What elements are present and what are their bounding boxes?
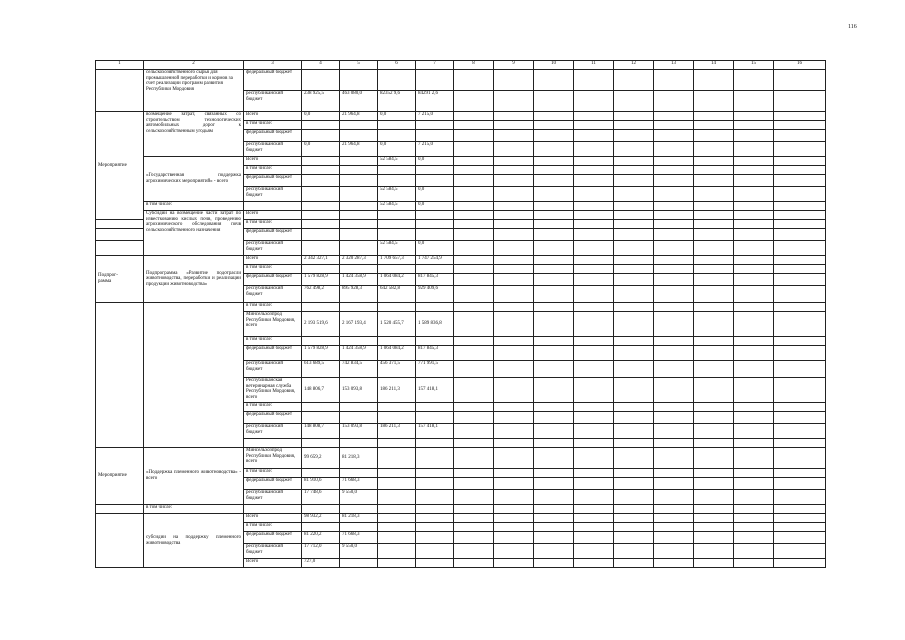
fund-source: Всего — [244, 157, 302, 166]
measure-text: возмещение затрат, связанных со строительством технологических автомобильных дорог к сельскохозяйственным угодьям — [144, 112, 244, 157]
fund-source: в том числе: — [244, 469, 302, 478]
fund-source: Всего — [244, 559, 302, 568]
measure-text: в том числе: — [144, 505, 244, 514]
col-header: 4 — [302, 61, 340, 70]
value-cell: 238 925,5 — [302, 91, 340, 112]
fund-source: в том числе: — [244, 337, 302, 346]
value-cell: 1 747 254,9 — [416, 256, 454, 265]
fund-source: республиканский бюджет — [244, 424, 302, 439]
fund-source: республиканский бюджет — [244, 241, 302, 256]
value-cell: 895 928,3 — [340, 286, 378, 303]
table-row — [96, 70, 826, 91]
value-cell: 1 709 657,3 — [378, 256, 416, 265]
value-cell: 613 689,5 — [302, 361, 340, 378]
value-cell: 0,0 — [416, 241, 454, 256]
fund-source: республиканский бюджет — [244, 544, 302, 559]
row-type-label: Мероприятие — [96, 112, 144, 220]
value-cell: 84291 2,6 — [416, 91, 454, 112]
col-header: 3 — [244, 61, 302, 70]
fund-source: республиканский бюджет — [244, 142, 302, 157]
value-cell: 71 668,3 — [340, 478, 378, 490]
fund-source: республиканский бюджет — [244, 490, 302, 505]
fund-source: в том числе: — [244, 403, 302, 412]
fund-source: республиканский бюджет — [244, 91, 302, 112]
value-cell: 642 582,8 — [378, 286, 416, 303]
value-cell: 186 211,3 — [378, 378, 416, 403]
fund-source: федеральный бюджет — [244, 175, 302, 187]
budget-table — [95, 60, 826, 568]
value-cell: 2 193 519,6 — [302, 312, 340, 337]
col-header: 14 — [694, 61, 734, 70]
header-row — [96, 61, 826, 70]
value-cell: 0,0 — [302, 142, 340, 157]
fund-source: Всего — [244, 112, 302, 121]
fund-source: в том числе: — [244, 220, 302, 229]
table-row — [96, 211, 826, 220]
fund-source: республиканский бюджет — [244, 187, 302, 202]
value-cell: 1 064 084,2 — [378, 346, 416, 361]
table-row — [96, 514, 826, 523]
value-cell: 17 712,0 — [302, 544, 340, 559]
fund-source: Всего — [244, 211, 302, 220]
value-cell: 2 320 287,3 — [340, 256, 378, 265]
value-cell: 21 964,8 — [340, 142, 378, 157]
value-cell: 1 579 828,9 — [302, 346, 340, 361]
value-cell: 7 215,0 — [416, 142, 454, 157]
measure-text: «Государственная поддержка агрохимических мероприятий» - всего — [144, 157, 244, 202]
value-cell: 2 167 193,4 — [340, 312, 378, 337]
fund-source: в том числе: — [244, 121, 302, 130]
value-cell: 463 080,0 — [340, 91, 378, 112]
value-cell: 929 409,6 — [416, 286, 454, 303]
value-cell: 52 584,5 — [378, 241, 416, 256]
col-header: 7 — [416, 61, 454, 70]
fund-source: федеральный бюджет — [244, 346, 302, 361]
value-cell: 1 424 358,9 — [340, 346, 378, 361]
value-cell: 9 550,0 — [340, 490, 378, 505]
value-cell: 157 418,1 — [416, 424, 454, 439]
col-header: 9 — [494, 61, 534, 70]
measure-text: сельскохозяйственного сырья для промышленной переработки и кормов за счет реализации программ развития Республики Мордовия — [144, 70, 244, 112]
col-header: 12 — [614, 61, 654, 70]
table-row — [96, 448, 826, 469]
value-cell: 52 584,5 — [378, 157, 416, 166]
value-cell: 98 932,2 — [302, 514, 340, 523]
value-cell: 0,0 — [378, 112, 416, 121]
fund-source: федеральный бюджет — [244, 532, 302, 544]
row-type-label: Подпрог- рамма — [96, 256, 144, 303]
value-cell: 817 845,3 — [416, 274, 454, 286]
value-cell: 52 584,5 — [378, 202, 416, 211]
fund-source: в том числе: — [244, 265, 302, 274]
value-cell: 17 748,6 — [302, 490, 340, 505]
col-header: 2 — [144, 61, 244, 70]
value-cell: 7 215,0 — [416, 112, 454, 121]
value-cell: 9 550,0 — [340, 544, 378, 559]
col-header: 6 — [378, 61, 416, 70]
measure-text: субсидии на поддержку племенного животноводства — [144, 514, 244, 568]
fund-source: республиканский бюджет — [244, 361, 302, 378]
value-cell: 81 220,2 — [302, 532, 340, 544]
measure-text: Субсидии на возмещение части затрат по известкованию кислых почв, проведению агрохимического обследования почв сельскохозяйственного назначения — [144, 211, 244, 256]
fund-source: Минсельхозпрод Республики Мордовия, всего — [244, 312, 302, 337]
measure-text: в том числе: — [144, 202, 244, 211]
fund-source: Всего — [244, 256, 302, 265]
measure-text: «Поддержка племенного животноводства» - всего — [144, 448, 244, 505]
value-cell: 82352 9,6 — [378, 91, 416, 112]
value-cell: 148 806,7 — [302, 378, 340, 403]
fund-source: Всего — [244, 514, 302, 523]
fund-source: в том числе: — [244, 303, 302, 312]
value-cell: 157 418,1 — [416, 378, 454, 403]
col-header: 5 — [340, 61, 378, 70]
value-cell: 52 584,5 — [378, 187, 416, 202]
col-header: 15 — [734, 61, 774, 70]
value-cell: 456 371,5 — [378, 361, 416, 378]
value-cell: 0,0 — [378, 142, 416, 157]
value-cell: 0,0 — [416, 202, 454, 211]
value-cell: 742 834,5 — [340, 361, 378, 378]
value-cell: 21 964,8 — [340, 112, 378, 121]
fund-source: республиканский бюджет — [244, 286, 302, 303]
value-cell: 762 498,2 — [302, 286, 340, 303]
fund-source: в том числе: — [244, 523, 302, 532]
value-cell: 153 093,8 — [340, 424, 378, 439]
value-cell: 186 211,3 — [378, 424, 416, 439]
value-cell: 0,0 — [416, 157, 454, 166]
row-type-label: Мероприятие — [96, 448, 144, 505]
value-cell: 817 845,3 — [416, 346, 454, 361]
col-header: 11 — [574, 61, 614, 70]
col-header: 16 — [774, 61, 826, 70]
fund-source: федеральный бюджет — [244, 274, 302, 286]
table-row — [96, 157, 826, 166]
value-cell: 771 991,5 — [416, 361, 454, 378]
value-cell: 1 589 836,8 — [416, 312, 454, 337]
value-cell: 1 424 358,9 — [340, 274, 378, 286]
value-cell: 1 064 084,2 — [378, 274, 416, 286]
table-row — [96, 112, 826, 121]
value-cell: 153 093,8 — [340, 378, 378, 403]
value-cell: 71 668,3 — [340, 532, 378, 544]
value-cell: 81 218,3 — [340, 448, 378, 469]
value-cell: 0,0 — [416, 187, 454, 202]
col-header: 1 — [96, 61, 144, 70]
col-header: 10 — [534, 61, 574, 70]
value-cell: 0,0 — [302, 112, 340, 121]
fund-source: федеральный бюджет — [244, 229, 302, 241]
col-header: 13 — [654, 61, 694, 70]
page-number: 116 — [848, 24, 857, 30]
col-header: 8 — [454, 61, 494, 70]
table-row — [96, 303, 826, 312]
value-cell: 1 520 455,7 — [378, 312, 416, 337]
fund-source: Минсельхозпрод Республики Мордовия, всего — [244, 448, 302, 469]
value-cell: 1 579 828,9 — [302, 274, 340, 286]
value-cell: 727,0 — [302, 559, 340, 568]
table-row — [96, 256, 826, 265]
fund-source: федеральный бюджет — [244, 412, 302, 424]
fund-source: федеральный бюджет — [244, 130, 302, 142]
value-cell: 99 659,2 — [302, 448, 340, 469]
value-cell: 2 342 327,1 — [302, 256, 340, 265]
fund-source: Республиканская ветеринарная служба Республики Мордовия, всего — [244, 378, 302, 403]
value-cell: 81 218,3 — [340, 514, 378, 523]
fund-source: в том числе: — [244, 166, 302, 175]
fund-source: федеральный бюджет — [244, 478, 302, 490]
value-cell: 148 808,7 — [302, 424, 340, 439]
table-row — [96, 202, 826, 211]
table-row — [96, 505, 826, 514]
value-cell: 81 910,6 — [302, 478, 340, 490]
measure-text: Подпрограмма «Развитие подотрасли животноводства, переработки и реализации продукции животноводства» — [144, 256, 244, 303]
fund-source: федеральный бюджет — [244, 70, 302, 91]
